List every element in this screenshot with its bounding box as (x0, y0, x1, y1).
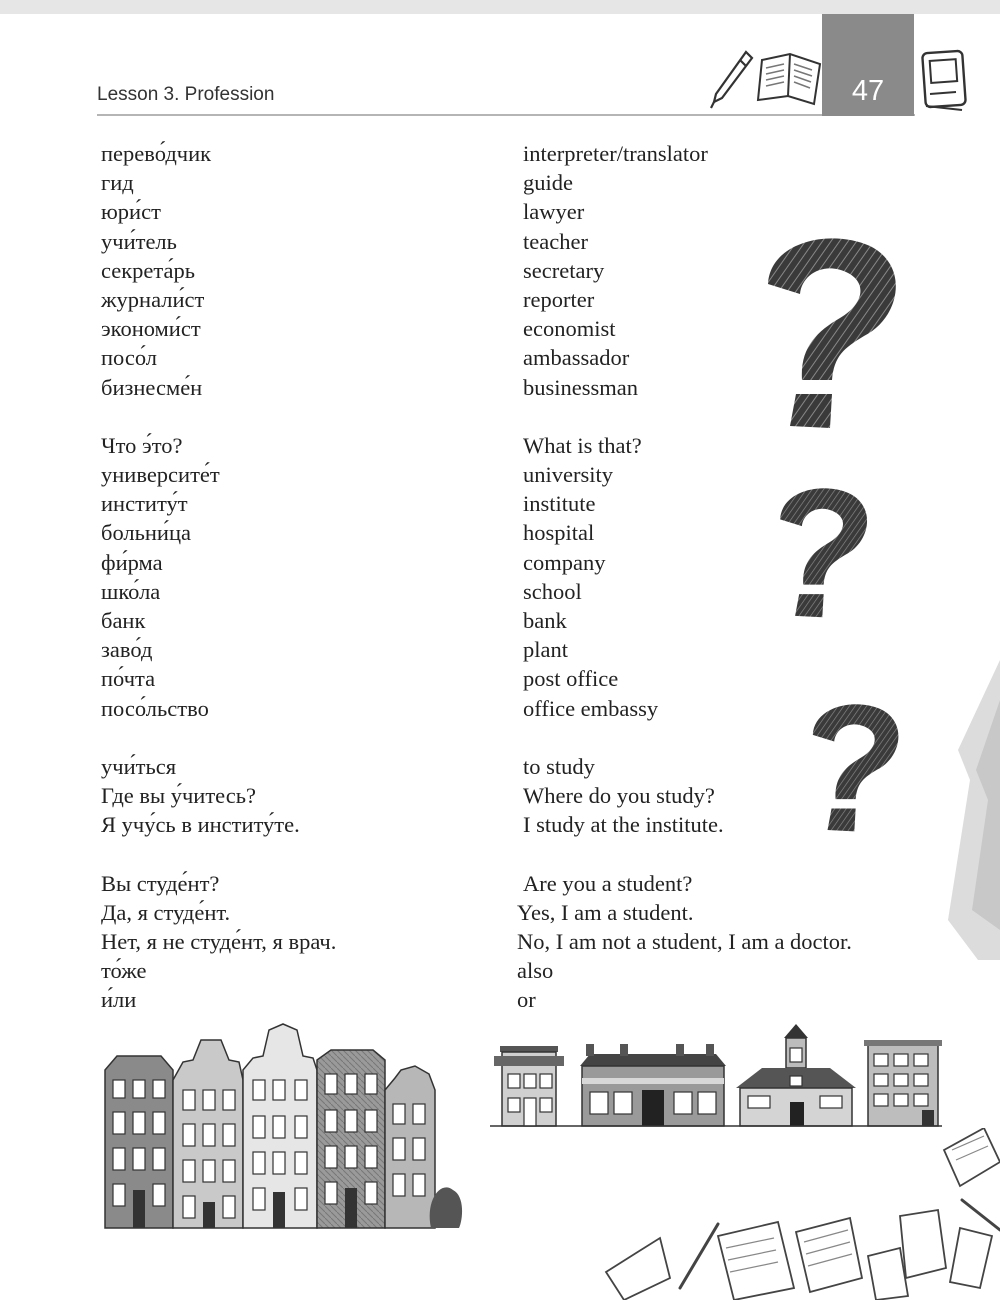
buildings-illustration (490, 1018, 942, 1130)
vocab-en: institute (523, 491, 596, 517)
vocab-ru: учи́тель (101, 228, 177, 254)
vocab-ru: Я учу́сь в институ́те. (101, 812, 300, 838)
vocab-ru: институ́т (101, 491, 188, 517)
vocab-en: interpreter/translator (523, 141, 708, 166)
vocab-ru: Вы студе́нт? (101, 870, 220, 896)
vocab-en: university (523, 462, 613, 488)
header-divider (97, 114, 915, 116)
vocab-en: guide (523, 170, 573, 196)
vocab-ru: посо́л (101, 345, 158, 371)
question-mark-icon (772, 484, 876, 620)
vocab-en: hospital (523, 520, 595, 546)
vocab-ru: юри́ст (101, 199, 161, 225)
vocab-en: businessman (523, 374, 638, 400)
vocab-en: teacher (523, 228, 588, 254)
school-supplies-decoration (600, 1128, 1000, 1300)
vocab-ru: и́ли (101, 987, 137, 1013)
vocab-en: plant (523, 637, 568, 663)
vocab-ru: больни́ца (101, 520, 191, 546)
vocab-en: lawyer (523, 199, 585, 225)
page-number-box (822, 14, 914, 116)
vocab-ru: то́же (101, 958, 147, 984)
vocab-en: Yes, I am a student. (517, 899, 694, 925)
vocab-en: or (517, 987, 536, 1013)
russian-column (101, 139, 336, 1015)
vocab-ru: банк (101, 608, 146, 633)
vocab-en: bank (523, 608, 567, 633)
vocab-ru: Нет, я не студе́нт, я врач. (101, 929, 337, 955)
vocab-en: What is that? (523, 432, 642, 458)
vocab-ru: заво́д (101, 637, 153, 663)
tablet-book-icon (918, 48, 972, 114)
vocab-en: Are you a student? (523, 870, 693, 896)
vocab-ru: Да, я студе́нт. (101, 899, 231, 925)
page-number: 47 (851, 75, 885, 107)
vocab-en: ambassador (523, 345, 630, 371)
vocab-en: secretary (523, 257, 605, 283)
vocab-en: company (523, 549, 606, 575)
townhouses-illustration (103, 1020, 465, 1230)
pen-icon (708, 48, 756, 110)
vocab-ru: фи́рма (101, 549, 163, 575)
vocab-ru: экономи́ст (101, 316, 201, 342)
top-strip (0, 0, 1000, 14)
vocab-en: office embassy (523, 695, 659, 721)
vocab-en: post office (523, 666, 619, 692)
lesson-title: Lesson 3. Profession (97, 84, 275, 105)
vocab-ru: университе́т (101, 462, 220, 488)
vocab-ru: секрета́рь (101, 257, 196, 283)
vocab-ru: гид (101, 170, 134, 196)
vocab-ru: перево́дчик (101, 141, 212, 166)
question-mark-icon (760, 232, 905, 432)
vocab-en: No, I am not a student, I am a doctor. (517, 929, 852, 955)
vocab-en: to study (523, 753, 595, 779)
vocab-en: also (517, 958, 554, 984)
open-book-icon (756, 50, 826, 108)
vocab-en: economist (523, 316, 616, 342)
vocab-en: school (523, 578, 582, 604)
vocab-en: I study at the institute. (523, 812, 724, 838)
vocab-ru: по́чта (101, 666, 156, 692)
vocab-ru: учи́ться (101, 753, 177, 779)
vocab-ru: Что э́то? (101, 432, 183, 458)
vocab-ru: бизнесме́н (101, 374, 203, 400)
vocab-ru: Где вы у́читесь? (101, 783, 256, 809)
vocab-ru: шко́ла (101, 578, 161, 604)
vocab-en: reporter (523, 286, 595, 312)
vocab-ru: посо́льство (101, 695, 209, 721)
vocab-ru: журнали́ст (101, 286, 205, 312)
vocab-en: Where do you study? (523, 783, 715, 809)
question-mark-icon (805, 700, 907, 834)
